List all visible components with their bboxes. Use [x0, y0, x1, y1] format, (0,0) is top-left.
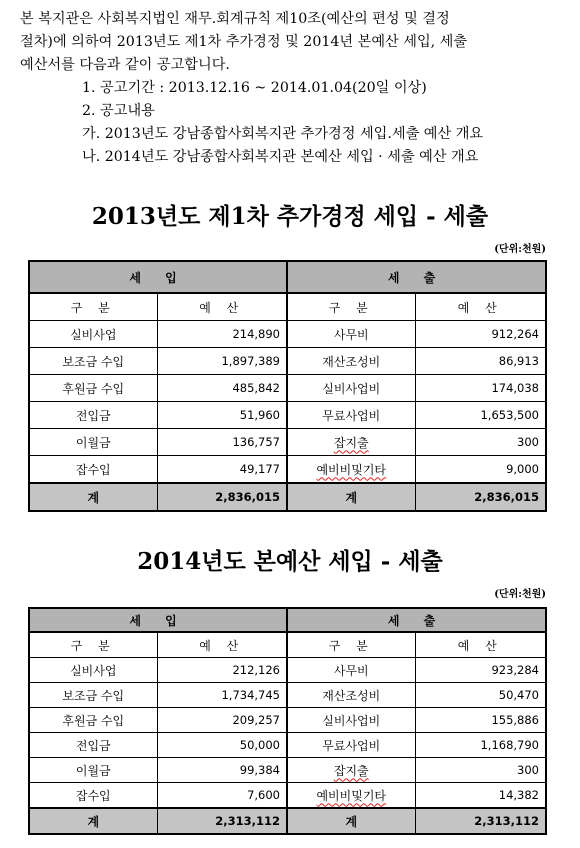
- expense-category: 무료사업비: [287, 733, 415, 758]
- expense-category: 사무비: [287, 658, 415, 683]
- total-label: 계: [29, 483, 157, 511]
- expense-amount: 923,284: [415, 658, 546, 683]
- expense-amount: 86,913: [415, 348, 546, 375]
- total-expense: 2,836,015: [415, 483, 546, 511]
- expense-category: 재산조성비: [287, 683, 415, 708]
- intro-line-3: 예산서를 다음과 같이 공고합니다.: [20, 57, 230, 73]
- expense-amount: 300: [415, 758, 546, 783]
- expense-category: 예비비및기타: [287, 783, 415, 809]
- expense-category: 무료사업비: [287, 402, 415, 429]
- income-category: 전입금: [29, 402, 157, 429]
- col-category: 구 분: [29, 293, 157, 321]
- income-header: 세 입: [29, 261, 287, 293]
- expense-amount: 300: [415, 429, 546, 456]
- notice-item-ga: 가. 2013년도 강남종합사회복지관 추가경정 세입.세출 예산 개요: [82, 126, 484, 142]
- expense-amount: 1,653,500: [415, 402, 546, 429]
- income-amount: 1,897,389: [157, 348, 287, 375]
- income-amount: 485,842: [157, 375, 287, 402]
- notice-intro: [20, 8, 560, 169]
- expense-category: 재산조성비: [287, 348, 415, 375]
- expense-amount: 50,470: [415, 683, 546, 708]
- col-budget: 예 산: [415, 632, 546, 658]
- total-label: 계: [287, 808, 415, 834]
- income-category: 이월금: [29, 429, 157, 456]
- table-row: [29, 375, 546, 402]
- expense-header: 세 출: [287, 608, 546, 632]
- income-category: 보조금 수입: [29, 348, 157, 375]
- expense-amount: 1,168,790: [415, 733, 546, 758]
- table-row: [29, 758, 546, 783]
- expense-category: 예비비및기타: [287, 456, 415, 484]
- notice-period: 1. 공고기간 : 2013.12.16 ~ 2014.01.04(20일 이상): [82, 80, 427, 96]
- table1-unit: (단위:천원): [494, 244, 546, 255]
- table1-title: 2013년도 제1차 추가경정 세입 - 세출: [91, 203, 489, 230]
- table2-title: 2014년도 본예산 세입 - 세출: [137, 548, 443, 575]
- income-amount: 1,734,745: [157, 683, 287, 708]
- total-income: 2,836,015: [157, 483, 287, 511]
- expense-category: 잡지출: [287, 429, 415, 456]
- table-row: [29, 456, 546, 484]
- total-expense: 2,313,112: [415, 808, 546, 834]
- expense-header: 세 출: [287, 261, 546, 293]
- expense-amount: 155,886: [415, 708, 546, 733]
- expense-amount: 9,000: [415, 456, 546, 484]
- expense-category: 실비사업비: [287, 708, 415, 733]
- expense-category: 실비사업비: [287, 375, 415, 402]
- table-row: [29, 783, 546, 809]
- table-row: [29, 733, 546, 758]
- income-category: 이월금: [29, 758, 157, 783]
- income-amount: 50,000: [157, 733, 287, 758]
- income-amount: 99,384: [157, 758, 287, 783]
- income-category: 잡수입: [29, 783, 157, 809]
- expense-amount: 174,038: [415, 375, 546, 402]
- budget-table-2014: [28, 607, 547, 835]
- intro-line-2: 절차)에 의하여 2013년도 제1차 추가경정 및 2014년 본예산 세입, 세출: [20, 34, 468, 50]
- income-amount: 51,960: [157, 402, 287, 429]
- income-amount: 209,257: [157, 708, 287, 733]
- income-header: 세 입: [29, 608, 287, 632]
- notice-content-heading: 2. 공고내용: [82, 103, 155, 119]
- income-category: 보조금 수입: [29, 683, 157, 708]
- table-row: [29, 321, 546, 348]
- income-category: 후원금 수입: [29, 375, 157, 402]
- total-label: 계: [287, 483, 415, 511]
- budget-table-2013: [28, 260, 547, 512]
- income-category: 잡수입: [29, 456, 157, 484]
- col-category: 구 분: [287, 293, 415, 321]
- income-amount: 7,600: [157, 783, 287, 809]
- income-category: 실비사업: [29, 658, 157, 683]
- income-amount: 136,757: [157, 429, 287, 456]
- table-row: [29, 402, 546, 429]
- income-amount: 214,890: [157, 321, 287, 348]
- notice-item-na: 나. 2014년도 강남종합사회복지관 본예산 세입 · 세출 예산 개요: [82, 149, 479, 165]
- table-row: [29, 658, 546, 683]
- table-row: [29, 683, 546, 708]
- table-row: [29, 348, 546, 375]
- col-budget: 예 산: [157, 632, 287, 658]
- intro-line-1: 본 복지관은 사회복지법인 재무.회계규칙 제10조(예산의 편성 및 결정: [20, 11, 450, 27]
- table-row: [29, 708, 546, 733]
- expense-category: 잡지출: [287, 758, 415, 783]
- col-budget: 예 산: [157, 293, 287, 321]
- income-amount: 212,126: [157, 658, 287, 683]
- expense-amount: 14,382: [415, 783, 546, 809]
- income-category: 전입금: [29, 733, 157, 758]
- income-category: 실비사업: [29, 321, 157, 348]
- income-amount: 49,177: [157, 456, 287, 484]
- total-income: 2,313,112: [157, 808, 287, 834]
- col-category: 구 분: [29, 632, 157, 658]
- table2-unit: (단위:천원): [494, 589, 546, 600]
- table-row: [29, 429, 546, 456]
- expense-category: 사무비: [287, 321, 415, 348]
- col-budget: 예 산: [415, 293, 546, 321]
- col-category: 구 분: [287, 632, 415, 658]
- income-category: 후원금 수입: [29, 708, 157, 733]
- total-label: 계: [29, 808, 157, 834]
- expense-amount: 912,264: [415, 321, 546, 348]
